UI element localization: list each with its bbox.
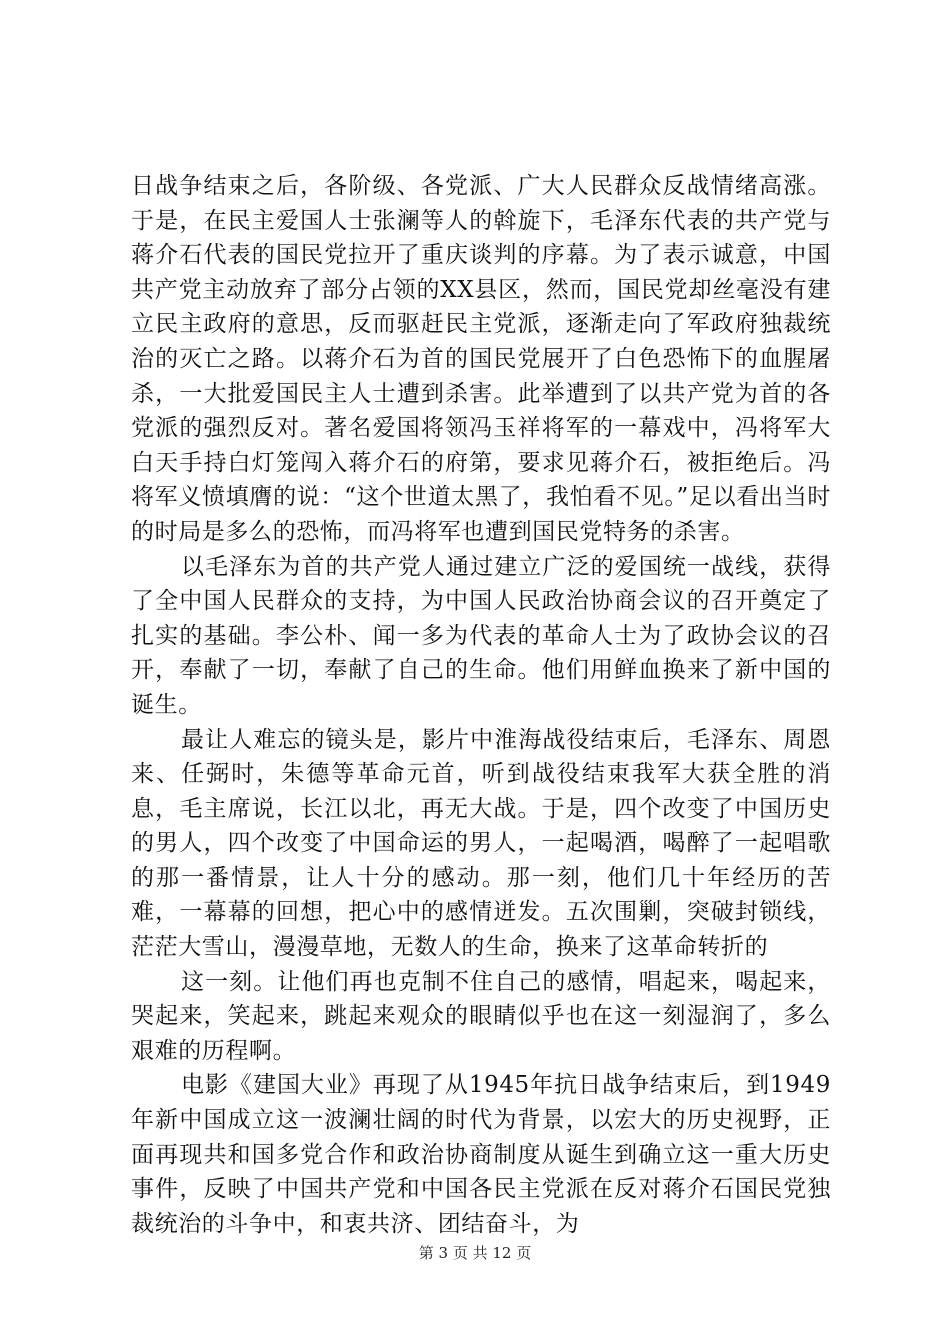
body-text <box>131 169 831 1241</box>
paragraph: 以毛泽东为首的共产党人通过建立广泛的爱国统一战线，获得了全中国人民群众的支持，为中国人民政治协商会议的召开奠定了扎实的基础。李公朴、闻一多为代表的革命人士为了政协会议的召开，奉献了一切，奉献了自己的生命。他们用鲜血换来了新中国的诞生。 <box>131 553 831 718</box>
page-footer <box>0 1243 950 1263</box>
paragraph: 日战争结束之后，各阶级、各党派、广大人民群众反战情绪高涨。于是，在民主爱国人士张澜等人的斡旋下，毛泽东代表的共产党与蒋介石代表的国民党拉开了重庆谈判的序幕。为了表示诚意，中国共产党主动放弃了部分占领的XX县区，然而，国民党却丝毫没有建立民主政府的意思，反而驱赶民主党派，逐渐走向了军政府独裁统治的灭亡之路。以蒋介石为首的国民党展开了白色恐怖下的血腥屠杀，一大批爱国民主人士遭到杀害。此举遭到了以共产党为首的各党派的强烈反对。著名爱国将领冯玉祥将军的一幕戏中，冯将军大白天手持白灯笼闯入蒋介石的府第，要求见蒋介石，被拒绝后。冯将军义愤填膺的说：“这个世道太黑了，我怕看不见。”足以看出当时的时局是多么的恐怖，而冯将军也遭到国民党特务的杀害。 <box>131 173 831 545</box>
page-number: 第 3 页 共 12 页 <box>418 1244 532 1262</box>
paragraph: 这一刻。让他们再也克制不住自己的感情，唱起来，喝起来，哭起来，笑起来，跳起来观众的眼睛似乎也在这一刻湿润了，多么艰难的历程啊。 <box>131 968 831 1064</box>
paragraph: 电影《建国大业》再现了从1945年抗日战争结束后，到1949年新中国成立这一波澜壮阔的时代为背景，以宏大的历史视野，正面再现共和国多党合作和政治协商制度从诞生到确立这一重大历史事件，反映了中国共产党和中国各民主党派在反对蒋介石国民党独裁统治的斗争中，和衷共济、团结奋斗，为 <box>131 1072 831 1237</box>
paragraph: 最让人难忘的镜头是，影片中淮海战役结束后，毛泽东、周恩来、任弼时，朱德等革命元首，听到战役结束我军大获全胜的消息，毛主席说，长江以北，再无大战。于是，四个改变了中国历史的男人，四个改变了中国命运的男人，一起喝酒，喝醉了一起唱歌的那一番情景，让人十分的感动。那一刻，他们几十年经历的苦难，一幕幕的回想，把心中的感情迸发。五次围剿，突破封锁线，茫茫大雪山，漫漫草地，无数人的生命，换来了这革命转折的 <box>131 726 831 961</box>
